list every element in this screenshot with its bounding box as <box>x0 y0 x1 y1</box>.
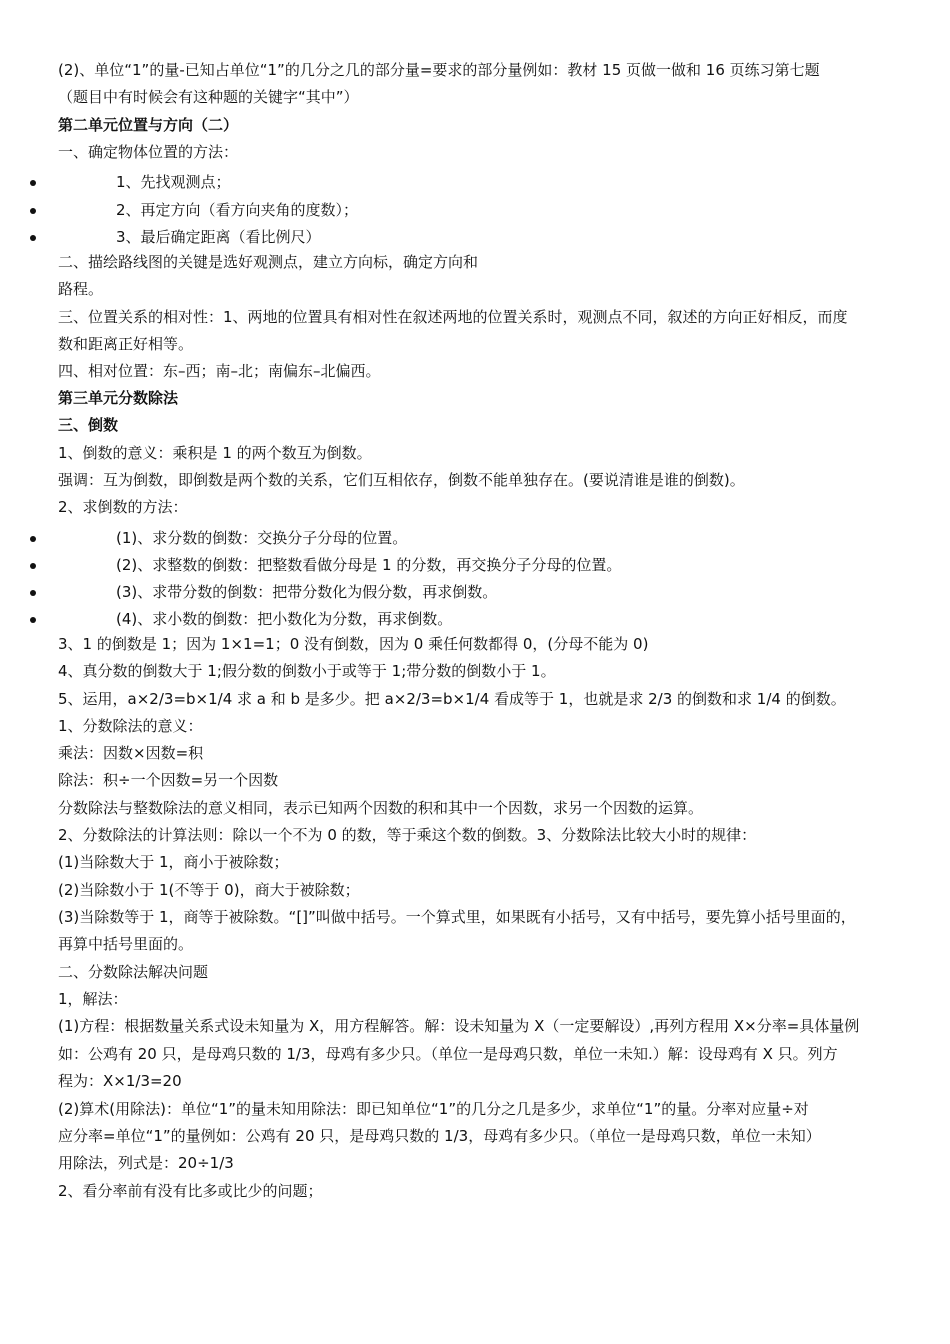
paragraph-line: 除法：积÷一个因数=另一个因数 <box>58 771 279 789</box>
list-item-text: (3)、求带分数的倒数：把带分数化为假分数，再求倒数。 <box>116 583 498 601</box>
list-item <box>0 525 900 552</box>
list-item-text: (4)、求小数的倒数：把小数化为分数，再求倒数。 <box>116 610 453 628</box>
paragraph-line: 分数除法与整数除法的意义相同，表示已知两个因数的积和其中一个因数，求另一个因数的运算。 <box>58 799 704 817</box>
paragraph-line: （题目中有时候会有这种题的关键字“其中”） <box>58 88 359 106</box>
paragraph-line: 2、求倒数的方法： <box>58 498 188 516</box>
paragraph-line: 如：公鸡有 20 只，是母鸡只数的 1/3，母鸡有多少只。（单位一是母鸡只数，单位一未知.）解：设母鸡有 X 只。列方 <box>58 1045 838 1063</box>
list-item <box>0 606 900 633</box>
section-heading: 第三单元分数除法 <box>58 389 179 407</box>
paragraph-line: (2)当除数小于 1(不等于 0)，商大于被除数； <box>58 881 360 899</box>
paragraph-line: 4、真分数的倒数大于 1;假分数的倒数小于或等于 1;带分数的倒数小于 1。 <box>58 662 556 680</box>
paragraph-line: 2、分数除法的计算法则：除以一个不为 0 的数，等于乘这个数的倒数。3、分数除法比较大小时的规律： <box>58 826 757 844</box>
paragraph-line: 2、看分率前有没有比多或比少的问题； <box>58 1182 323 1200</box>
bullet-icon <box>30 590 36 596</box>
paragraph-line: 二、分数除法解决问题 <box>58 963 209 981</box>
paragraph-line: 乘法：因数×因数=积 <box>58 744 204 762</box>
list-item-text: (1)、求分数的倒数：交换分子分母的位置。 <box>116 529 408 547</box>
bullet-icon <box>30 536 36 542</box>
paragraph-line: 程为：X×1/3=20 <box>58 1072 182 1090</box>
bullet-icon <box>30 208 36 214</box>
paragraph-line: 1、分数除法的意义： <box>58 717 203 735</box>
bullet-icon <box>30 235 36 241</box>
paragraph-line: 1，解法： <box>58 990 128 1008</box>
paragraph-line: 四、相对位置：东–西；南–北；南偏东–北偏西。 <box>58 362 381 380</box>
list-item <box>0 197 900 224</box>
paragraph-line: 应分率=单位“1”的量例如：公鸡有 20 只，是母鸡只数的 1/3，母鸡有多少只。（单位一是母鸡只数，单位一未知） <box>58 1127 821 1145</box>
paragraph-line: (1)方程：根据数量关系式设未知量为 X，用方程解答。解：设未知量为 X（一定要解设）,再列方程用 X×分率=具体量例 <box>58 1017 860 1035</box>
list-item <box>0 552 900 579</box>
list-item-text: 1、先找观测点； <box>116 173 231 191</box>
paragraph-line: 三、位置关系的相对性：1、两地的位置具有相对性在叙述两地的位置关系时，观测点不同，叙述的方向正好相反，而度 <box>58 308 848 326</box>
paragraph-line: 5、运用，a×2/3=b×1/4 求 a 和 b 是多少。把 a×2/3=b×1/4 看成等于 1，也就是求 2/3 的倒数和求 1/4 的倒数。 <box>58 690 846 708</box>
bullet-icon <box>30 617 36 623</box>
list-item-text: 2、再定方向（看方向夹角的度数）； <box>116 201 359 219</box>
paragraph-line: (2)算术(用除法)：单位“1”的量未知用除法：即已知单位“1”的几分之几是多少，求单位“1”的量。分率对应量÷对 <box>58 1100 809 1118</box>
paragraph-line: 1、倒数的意义：乘积是 1 的两个数互为倒数。 <box>58 444 372 462</box>
subsection-heading: 三、倒数 <box>58 416 119 434</box>
paragraph-line: 路程。 <box>58 280 104 298</box>
list-item <box>0 224 900 251</box>
paragraph-line: 3、1 的倒数是 1；因为 1×1=1；0 没有倒数，因为 0 乘任何数都得 0，(分母不能为 0) <box>58 635 649 653</box>
paragraph-line: 强调：互为倒数，即倒数是两个数的关系，它们互相依存，倒数不能单独存在。(要说清谁是谁的倒数)。 <box>58 471 745 489</box>
list-item-text: (2)、求整数的倒数：把整数看做分母是 1 的分数，再交换分子分母的位置。 <box>116 556 622 574</box>
section-heading: 第二单元位置与方向（二） <box>58 116 239 134</box>
list-item <box>0 579 900 606</box>
bullet-icon <box>30 180 36 186</box>
list-item <box>0 169 900 196</box>
paragraph-line: 一、确定物体位置的方法： <box>58 143 239 161</box>
list-item-text: 3、最后确定距离（看比例尺） <box>116 228 321 246</box>
paragraph-line: (1)当除数大于 1，商小于被除数； <box>58 853 289 871</box>
paragraph-line: (3)当除数等于 1，商等于被除数。“[]”叫做中括号。一个算式里，如果既有小括号，又有中括号，要先算小括号里面的， <box>58 908 856 926</box>
paragraph-line: 二、描绘路线图的关键是选好观测点，建立方向标，确定方向和 <box>58 253 479 271</box>
bullet-icon <box>30 563 36 569</box>
paragraph-line: 再算中括号里面的。 <box>58 935 194 953</box>
paragraph-line: 用除法，列式是：20÷1/3 <box>58 1154 234 1172</box>
paragraph-line: (2)、单位“1”的量-已知占单位“1”的几分之几的部分量=要求的部分量例如：教材 15 页做一做和 16 页练习第七题 <box>58 61 820 79</box>
paragraph-line: 数和距离正好相等。 <box>58 335 194 353</box>
